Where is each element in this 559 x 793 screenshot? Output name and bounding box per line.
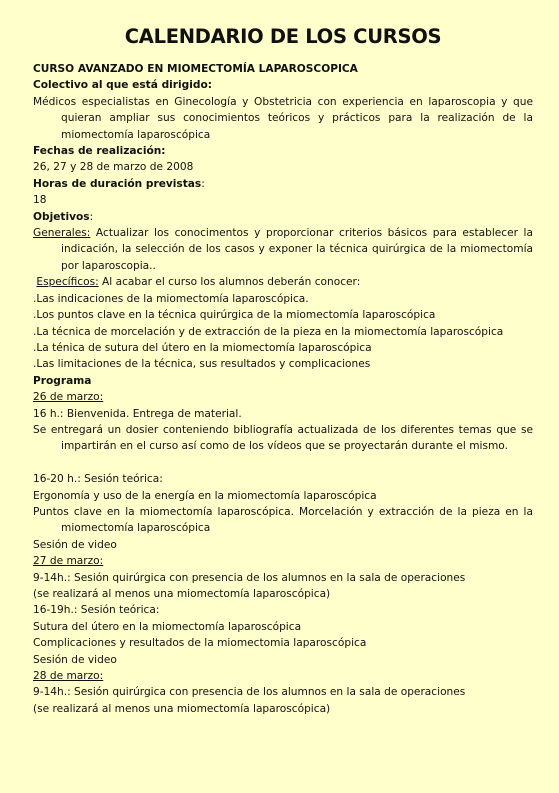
day2-line: 9-14h.: Sesión quirúrgica con presencia de los alumnos en la sala de operaciones bbox=[33, 571, 466, 584]
day3-date: 28 de marzo: bbox=[33, 670, 104, 683]
objective-item: .La técnica de morcelación y de extracción de la pieza en la miomectomía laparoscópica bbox=[33, 325, 504, 338]
day3-line: 9-14h.: Sesión quirúrgica con presencia de los alumnos en la sala de operaciones bbox=[33, 686, 466, 699]
day1-line: 16 h.: Bienvenida. Entrega de material. bbox=[33, 407, 242, 420]
hours-heading bbox=[33, 176, 533, 192]
day2-line: Sesión de video bbox=[33, 653, 117, 666]
objectives-heading bbox=[33, 209, 533, 225]
spacer bbox=[33, 455, 533, 471]
page-title: CALENDARIO DE LOS CURSOS bbox=[124, 25, 442, 48]
day2-date: 27 de marzo: bbox=[33, 555, 104, 568]
objectives-specific bbox=[33, 274, 533, 290]
day1-date: 26 de marzo: bbox=[33, 391, 104, 404]
hours-label: Horas de duración previstas bbox=[33, 177, 202, 190]
dates-label: Fechas de realización: bbox=[33, 145, 166, 158]
hours-suffix: : bbox=[201, 177, 205, 190]
course-name: CURSO AVANZADO EN MIOMECTOMÍA LAPAROSCOPICA bbox=[33, 63, 358, 75]
day2-line: Complicaciones y resultados de la miomectomia laparoscópica bbox=[33, 637, 367, 650]
objectives-label: Objetivos bbox=[33, 210, 90, 223]
specific-text: Al acabar el curso los alumnos deberán conocer: bbox=[98, 276, 361, 289]
document-body bbox=[33, 61, 533, 717]
objectives-general bbox=[33, 225, 533, 274]
day1-line: Puntos clave en la miomectomía laparoscópica. Morcelación y extracción de la pieza en la miomectomía laparoscópica bbox=[33, 505, 533, 535]
program-label: Programa bbox=[33, 374, 92, 387]
general-text: Actualizar los conocimentos y proporcionar criterios básicos para establecer la indicación, la selección de los casos y exponer la técnica quirúrgica de la miomectomía por laparoscopia.. bbox=[61, 227, 533, 272]
audience-label: Colectivo al que está dirigido: bbox=[33, 79, 212, 92]
day1-line: Ergonomía y uso de la energía en la miomectomía laparoscópica bbox=[33, 489, 377, 502]
day2-line: 16-19h.: Sesión teórica: bbox=[33, 604, 160, 617]
general-label: Generales: bbox=[33, 227, 91, 240]
objective-item: .Las limitaciones de la técnica, sus resultados y complicaciones bbox=[33, 358, 371, 371]
day3-line: (se realizará al menos una miomectomía laparoscópica) bbox=[33, 702, 331, 715]
dates-text: 26, 27 y 28 de marzo de 2008 bbox=[33, 161, 194, 174]
audience-text: Médicos especialistas en Ginecología y Obstetricia con experiencia en laparoscopia y que quieran ampliar sus conocimientos teóricos y prácticos para la realización de la miomectomía laparoscópica bbox=[33, 95, 533, 141]
objective-item: .La ténica de sutura del útero en la miomectomía laparoscópica bbox=[33, 341, 372, 354]
day1-line: Se entregará un dosier conteniendo bibliografía actualizada de los diferentes temas que se impartirán en el curso así como de los vídeos que se proyectarán durante el mismo. bbox=[33, 423, 533, 453]
day1-line: 16-20 h.: Sesión teórica: bbox=[33, 473, 163, 486]
hours-value: 18 bbox=[33, 194, 47, 207]
day2-line: (se realizará al menos una miomectomía laparoscópica) bbox=[33, 587, 331, 600]
specific-label: Específicos: bbox=[36, 276, 99, 289]
day1-line: Sesión de video bbox=[33, 538, 117, 551]
day2-line: Sutura del útero en la miomectomía laparoscópica bbox=[33, 620, 302, 633]
objective-item: .Las indicaciones de la miomectomía laparoscópica. bbox=[33, 292, 309, 305]
objectives-suffix: : bbox=[89, 210, 94, 223]
objective-item: .Los puntos clave en la técnica quirúrgica de la miomectomía laparoscópica bbox=[33, 309, 436, 322]
